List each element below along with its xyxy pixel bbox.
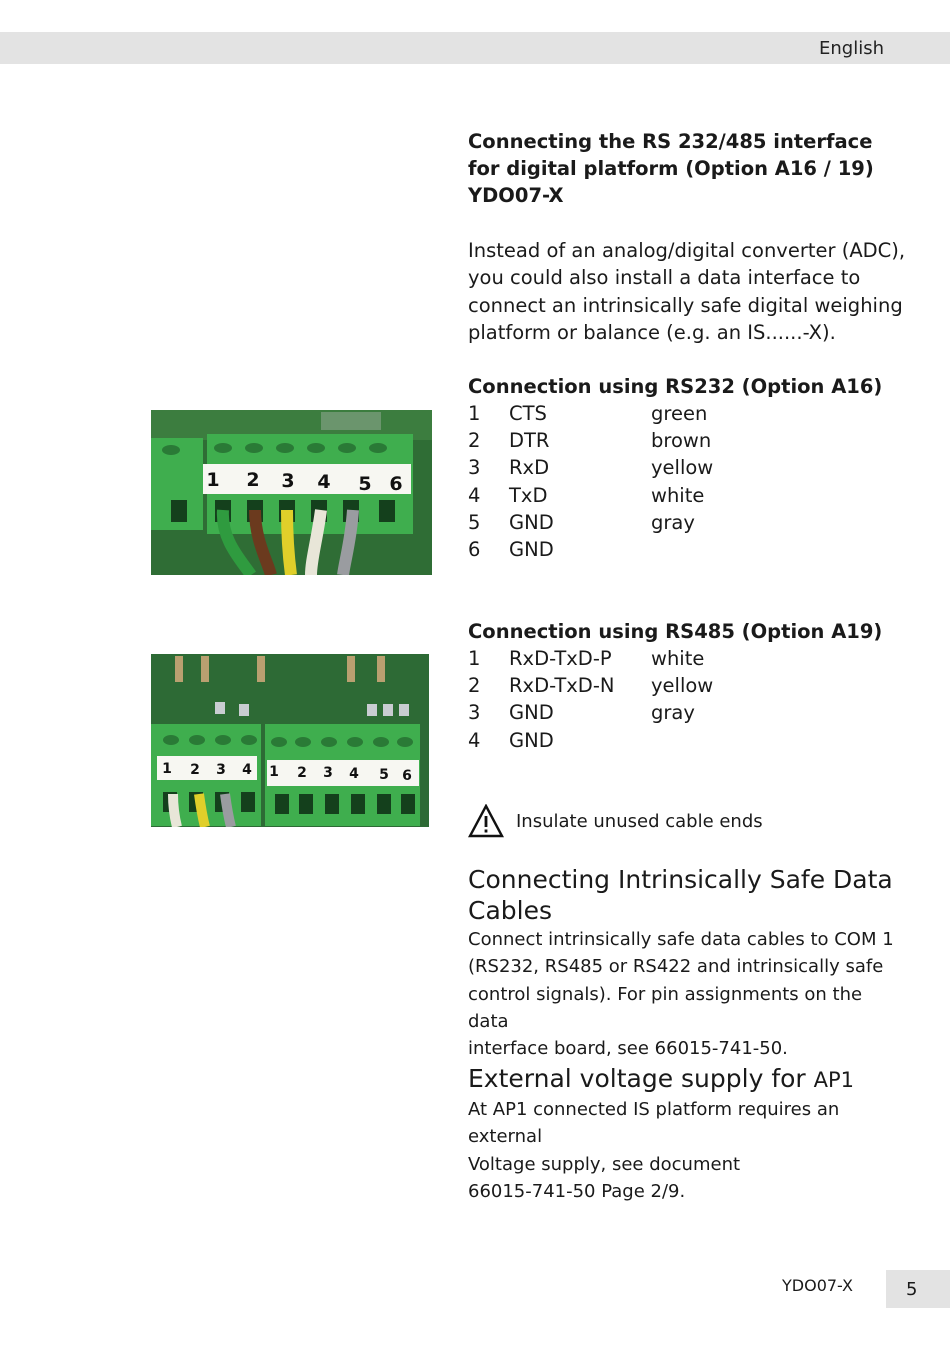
- photo-pin-label: 6: [389, 473, 403, 495]
- photo-pin-label: 2: [246, 469, 260, 491]
- pin-number: 4: [468, 728, 481, 752]
- photo-pin-label: 3: [216, 762, 226, 778]
- pin-signal: RxD-TxD-N: [509, 674, 615, 698]
- table-row: [468, 400, 713, 427]
- body-line: At AP1 connected IS platform requires an external: [468, 1099, 840, 1148]
- photo-pin-label: 2: [190, 762, 200, 778]
- rs232-heading: Connection using RS232 (Option A16): [468, 375, 883, 398]
- pin-number: 5: [468, 510, 481, 534]
- photo-pin-label: 4: [349, 766, 359, 782]
- photo-pin-label: 6: [402, 768, 412, 784]
- section-title-line: for digital platform (Option A16 / 19): [468, 157, 874, 180]
- pin-signal: RxD: [509, 456, 550, 480]
- header-bar: [0, 32, 950, 64]
- pin-number: 6: [468, 538, 481, 562]
- photo-pin-label: 3: [281, 470, 295, 492]
- pin-number: 3: [468, 456, 481, 480]
- page-number: 5: [906, 1279, 918, 1300]
- table-row: [468, 509, 713, 536]
- photo-pin-label: 2: [297, 765, 307, 781]
- body-line: (RS232, RS485 or RS422 and intrinsically safe: [468, 956, 884, 978]
- pin-signal: DTR: [509, 429, 550, 453]
- intro-line: Instead of an analog/digital converter (ADC),: [468, 239, 906, 262]
- photo-pin-label: 4: [242, 762, 252, 778]
- pin-signal: TxD: [509, 483, 548, 507]
- section-title-line: YDO07-X: [468, 184, 564, 207]
- intro-line: connect an intrinsically safe digital weighing: [468, 293, 903, 317]
- rs232-pin-table: [468, 400, 713, 563]
- wire-color: white: [651, 647, 705, 670]
- photo-pin-label: 1: [162, 761, 172, 777]
- photo-pin-label: 4: [317, 471, 331, 493]
- section-intrinsically-safe-cables: [468, 864, 908, 1062]
- rs485-terminal-photo: [151, 654, 429, 827]
- intro-paragraph: [468, 237, 908, 346]
- pin-signal: CTS: [509, 402, 547, 425]
- header-language: English: [819, 38, 884, 59]
- wire-color: [651, 727, 713, 754]
- wire-color: green: [651, 402, 708, 425]
- photo-pin-label: 5: [358, 473, 372, 495]
- pin-signal: GND: [509, 510, 554, 534]
- rs485-heading: Connection using RS485 (Option A19): [468, 620, 883, 643]
- table-row: [468, 536, 713, 563]
- table-row: [468, 482, 713, 509]
- body-line: Voltage supply, see document: [468, 1153, 741, 1175]
- wire-color: white: [651, 483, 705, 507]
- section-title-line: Connecting the RS 232/485 interface: [468, 130, 873, 153]
- section-heading-suffix: AP1: [813, 1068, 855, 1092]
- table-row: [468, 645, 713, 672]
- rs232-section: [468, 373, 908, 563]
- pin-signal: RxD-TxD-P: [509, 647, 612, 670]
- pin-number: 2: [468, 429, 481, 453]
- wire-color: gray: [651, 701, 695, 725]
- photo-pin-label: 3: [323, 765, 333, 781]
- section-external-voltage: [468, 1063, 908, 1205]
- section-heading: [468, 1063, 908, 1096]
- intro-line: platform or balance (e.g. an IS......-X).: [468, 320, 836, 344]
- body-line: interface board, see 66015-741-50.: [468, 1038, 788, 1060]
- rs485-section: [468, 618, 908, 754]
- body-line: 66015-741-50 Page 2/9.: [468, 1180, 686, 1202]
- table-row: [468, 427, 713, 454]
- warning-triangle-icon: [468, 804, 504, 838]
- table-row: [468, 727, 713, 754]
- wire-color: gray: [651, 510, 695, 534]
- footer-page-box: [886, 1270, 950, 1308]
- warning-note: [468, 804, 763, 840]
- pin-number: 1: [468, 647, 481, 670]
- section-heading: Connecting Intrinsically Safe Data: [468, 865, 893, 894]
- section-heading-text: External voltage supply for: [468, 1064, 814, 1093]
- table-row: [468, 699, 713, 726]
- wire-color: brown: [651, 429, 712, 453]
- warning-text: Insulate unused cable ends: [516, 811, 763, 832]
- table-row: [468, 454, 713, 481]
- wire-color: yellow: [651, 456, 714, 480]
- pin-signal: GND: [509, 728, 554, 752]
- intro-line: you could also install a data interface to: [468, 266, 861, 290]
- table-row: [468, 672, 713, 699]
- body-line: control signals). For pin assignments on the data: [468, 983, 863, 1032]
- photo-pin-label: 1: [206, 469, 220, 491]
- wire-color: yellow: [651, 674, 714, 698]
- pin-signal: GND: [509, 701, 554, 725]
- body-line: Connect intrinsically safe data cables to COM 1: [468, 929, 894, 950]
- pin-signal: GND: [509, 538, 554, 562]
- rs232-terminal-photo: [151, 410, 432, 575]
- section-rs-interface: [468, 128, 908, 209]
- photo-pin-label: 1: [269, 764, 279, 780]
- rs485-pin-table: [468, 645, 713, 754]
- pin-number: 1: [468, 402, 481, 425]
- pin-number: 2: [468, 674, 481, 698]
- pin-number: 4: [468, 483, 481, 507]
- wire-color: [651, 536, 713, 563]
- photo-pin-label: 5: [379, 767, 389, 783]
- section-heading: Cables: [468, 896, 552, 925]
- footer-doc-code: YDO07-X: [782, 1276, 853, 1295]
- pin-number: 3: [468, 701, 481, 725]
